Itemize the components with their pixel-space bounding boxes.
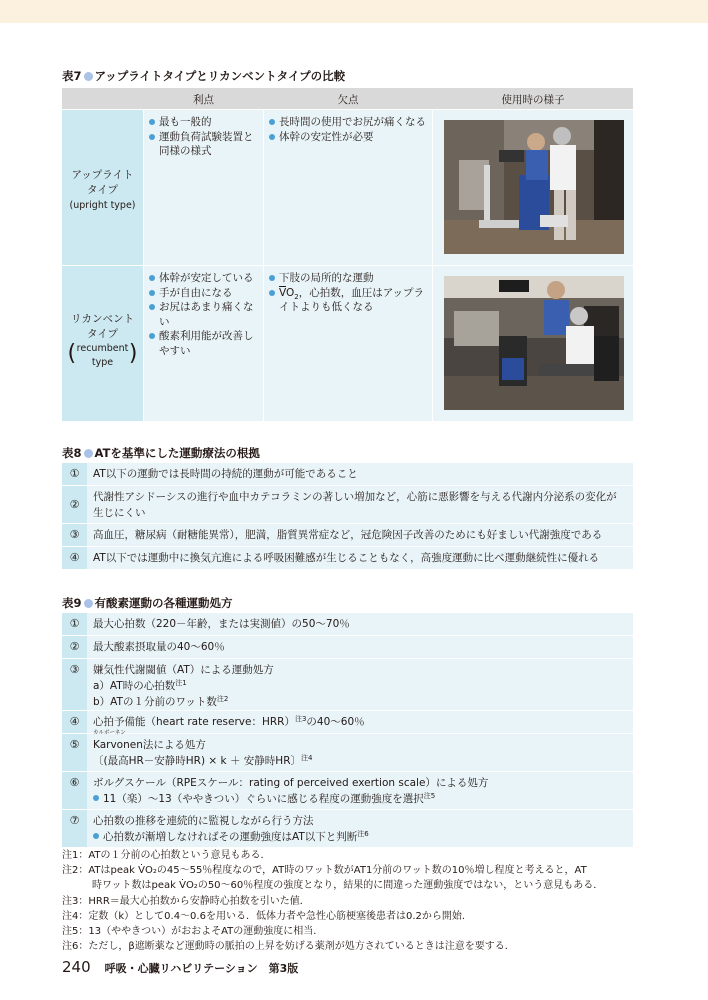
row-text: 最大心拍数（220－年齢，または実測値）の50～70％ (93, 618, 350, 630)
upright-cons-cell (264, 110, 432, 265)
note-1: 注1：ATの１分前の心拍数という意見もある． (62, 850, 271, 861)
table-row (62, 636, 633, 659)
table-row (62, 613, 633, 636)
row-text (93, 775, 625, 807)
row5-line1 (93, 730, 625, 753)
table8 (62, 463, 633, 570)
header-usage: 使用時の様子 (501, 94, 565, 106)
table9 (62, 613, 633, 848)
table7-row-recumbent (62, 265, 633, 421)
row3-line2 (93, 678, 625, 694)
vo2-v: $\overline{V}$ (279, 286, 286, 299)
row3-a: a）AT時の心拍数 (93, 680, 176, 692)
note-2-line1: 注2：ATはpeak V̇O₂の45～55％程度なので，AT時のワット数がAT1分前のワット数の10％増し程度と考えると，AT (62, 865, 587, 877)
upright-label-line1: アップライト (71, 169, 134, 181)
note-ref: 注1 (175, 679, 187, 687)
note-ref: 注2 (216, 695, 229, 703)
row-text (93, 813, 625, 845)
note-3: 注3：HRR＝最大心拍数から安静時心拍数を引いた値． (62, 895, 310, 907)
recumbent-con-item: 下肢の局所的な運動 (269, 271, 428, 286)
table-row (62, 486, 633, 524)
bullet-icon (93, 795, 99, 801)
row-text (93, 730, 625, 769)
table7-header (62, 88, 633, 109)
recumbent-label-line2: タイプ (87, 328, 118, 340)
recumbent-label-line4: type (91, 357, 114, 368)
table-row (62, 524, 633, 547)
row3-line1: 嫌気性代謝閾値（AT）による運動処方 (93, 664, 274, 676)
vo2-o: O (286, 286, 295, 299)
row-number: ④ (62, 711, 87, 733)
row-number: ⑦ (62, 810, 87, 847)
note-4: 注4：定数（k）として0.4～0.6を用いる．低体力者や急性心筋梗塞後患者は0.2から開始． (62, 910, 472, 922)
row3-b: b）ATの１分前のワット数 (93, 696, 217, 708)
ruby-text: カルボーネン (93, 730, 126, 736)
upright-pro-item: 最も一般的 (149, 115, 259, 130)
table9-title-text: 有酸素運動の各種運動処方 (94, 596, 233, 610)
right-paren: ) (128, 341, 138, 366)
recumbent-pros-cell (144, 266, 263, 421)
row-text: AT以下では運動中に換気亢進による呼吸困難感が生じることもなく，高強度運動に比べ運動継続性に優れる (93, 552, 600, 564)
vo2-sub: 2 (294, 292, 299, 301)
table7-title (62, 68, 345, 84)
table-row (62, 772, 633, 810)
row-text: 代謝性アシドーシスの進行や血中カテコラミンの著しい増加など，心筋に悪影響を与える代謝内分泌系の変化が生じにくい (93, 491, 617, 519)
upright-photo-cell (433, 110, 633, 265)
note-2-line2: 時ワット数はpeak V̇O₂の50～60％程度の強度となり，結果的に間違った運動強度ではない，という意見もある． (92, 880, 604, 892)
table-row (62, 711, 633, 734)
row7-line1: 心拍数の推移を連続的に監視しながら行う方法 (93, 815, 314, 827)
table-row (62, 730, 633, 772)
table-row (62, 463, 633, 486)
bullet-dot-icon (84, 72, 93, 81)
row3-line3 (93, 694, 625, 710)
row5-text: Karvonen法による処方 (93, 739, 206, 751)
upright-pros-cell (144, 110, 263, 265)
row-label-recumbent (62, 266, 143, 421)
recumbent-cons-cell (264, 266, 432, 421)
recumbent-pro-item: 手が自由になる (149, 286, 259, 301)
row-text: 高血圧，糖尿病（耐糖能異常），肥満，脂質異常症など，冠危険因子改善のためにも好ましい代謝強度である (93, 529, 603, 541)
table7-title-text: アップライトタイプとリカンベントタイプの比較 (94, 69, 346, 83)
recumbent-label-paren (68, 342, 138, 370)
table7-number: 表7 (62, 69, 82, 83)
upright-pro-item: 運動負荷試験装置と同様の様式 (149, 130, 259, 159)
table-row (62, 659, 633, 711)
row4-a: 心拍予備能（heart rate reserve：HRR） (93, 716, 295, 728)
upright-con-item: 体幹の安定性が必要 (269, 130, 428, 145)
upright-label-line2: タイプ (87, 184, 118, 196)
row-number: ① (62, 463, 87, 485)
table7-row-upright (62, 109, 633, 265)
row-text (93, 662, 625, 710)
row-number: ⑤ (62, 734, 87, 771)
row-number: ② (62, 636, 87, 658)
table-row (62, 810, 633, 848)
table8-title-text: ATを基準にした運動療法の根拠 (94, 446, 260, 460)
left-paren: ( (67, 341, 77, 366)
page-number: 240 (62, 958, 91, 976)
row5-line2 (93, 753, 625, 769)
note-ref: 注5 (423, 792, 436, 800)
table8-title (62, 445, 260, 461)
row-number: ② (62, 486, 87, 523)
recumbent-pro-item: 酸素利用能が改善しやすい (149, 329, 259, 358)
row-number: ④ (62, 547, 87, 569)
bullet-dot-icon (84, 449, 93, 458)
row-text: 最大酸素摂取量の40～60％ (93, 641, 225, 653)
recumbent-con-item (269, 286, 428, 315)
row-text: AT以下の運動では長時間の持続的運動が可能であること (93, 468, 358, 480)
row-number: ① (62, 613, 87, 635)
table7 (62, 88, 633, 420)
recumbent-label-line3: recumbent (76, 343, 129, 354)
row-number: ③ (62, 659, 87, 710)
recumbent-label-line1: リカンベント (71, 313, 134, 325)
table9-title (62, 595, 233, 611)
top-band (0, 0, 708, 23)
upright-bike-photo (444, 120, 624, 254)
note-ref: 注4 (301, 754, 313, 762)
row7-line2 (93, 829, 625, 845)
recumbent-pro-item: お尻はあまり痛くない (149, 300, 259, 329)
table9-number: 表9 (62, 596, 82, 610)
upright-label-line3: (upright type) (69, 200, 136, 211)
recumbent-photo-cell (433, 266, 633, 421)
note-6: 注6：ただし，β遮断薬など運動時の脈拍の上昇を妨げる薬剤が処方されているときは注意を要する． (62, 941, 515, 953)
table-row (62, 547, 633, 570)
note-ref: 注6 (357, 830, 369, 838)
recumbent-con-text: ，心拍数，血圧はアップライトよりも低くなる (279, 286, 424, 313)
recumbent-pro-item: 体幹が安定している (149, 271, 259, 286)
row-label-upright (62, 110, 143, 265)
row6-bullet-text: 11（楽）～13（ややきつい）ぐらいに感じる程度の運動強度を選択 (103, 793, 424, 805)
row7-bullet-text: 心拍数が漸増しなければその運動強度はAT以下と判断 (103, 831, 358, 843)
header-cons: 欠点 (337, 94, 359, 106)
bullet-icon (93, 833, 99, 839)
table8-number: 表8 (62, 446, 82, 460)
bullet-dot-icon (84, 599, 93, 608)
row-number: ③ (62, 524, 87, 546)
page-footer (62, 958, 298, 976)
karvonen-formula: 〔(最高HR－安静時HR) × k ＋ 安静時HR〕 (93, 755, 301, 767)
book-title: 呼吸・心臓リハビリテーション 第3版 (104, 962, 299, 975)
row-number: ⑥ (62, 772, 87, 809)
row4-b: の40～60％ (306, 716, 365, 728)
header-pros: 利点 (193, 94, 214, 106)
row6-line1: ボルグスケール（RPEスケール：rating of perceived exertion scale）による処方 (93, 777, 489, 789)
upright-con-item: 長時間の使用でお尻が痛くなる (269, 115, 428, 130)
recumbent-bike-photo (444, 276, 624, 410)
note-5: 注5：13（ややきつい）がおおよそATの運動強度に相当． (62, 926, 324, 938)
row-text (93, 714, 625, 730)
footnotes (62, 848, 642, 954)
row6-line2 (93, 791, 625, 807)
note-ref: 注3 (294, 715, 307, 723)
